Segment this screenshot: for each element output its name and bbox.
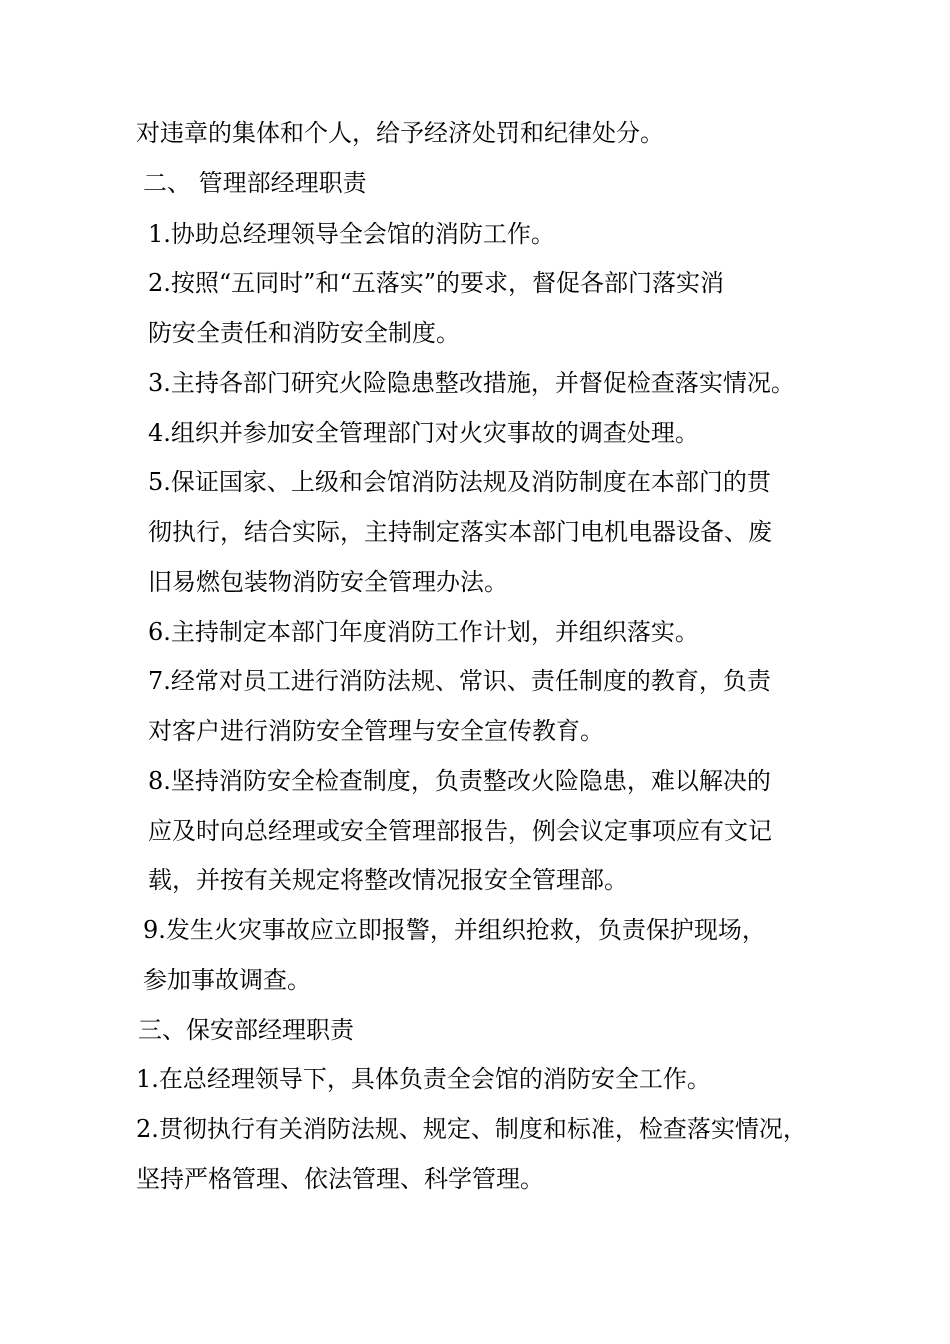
section-2-item-4: 4.组织并参加安全管理部门对火灾事故的调查处理。 xyxy=(148,419,699,447)
section-2-item-2-line-2: 防安全责任和消防安全制度。 xyxy=(148,319,460,347)
section-2-item-9-line-1: 9.发生火灾事故应立即报警，并组织抢救，负责保护现场， xyxy=(143,916,766,944)
section-2-item-8-line-1: 8.坚持消防安全检查制度，负责整改火险隐患，难以解决的 xyxy=(148,767,771,795)
section-3-item-1: 1.在总经理领导下，具体负责全会馆的消防安全工作。 xyxy=(136,1065,711,1093)
section-2-item-2-line-1: 2.按照“五同时”和“五落实”的要求，督促各部门落实消 xyxy=(148,269,724,297)
section-3-item-2-line-2: 坚持严格管理、依法管理、科学管理。 xyxy=(136,1165,544,1193)
section-2-item-8-line-3: 载，并按有关规定将整改情况报安全管理部。 xyxy=(148,866,628,894)
section-3-heading: 三、保安部经理职责 xyxy=(138,1016,354,1044)
section-2-item-6: 6.主持制定本部门年度消防工作计划，并组织落实。 xyxy=(148,618,699,646)
section-2-heading: 二、 管理部经理职责 xyxy=(143,169,367,197)
section-2-item-5-line-1: 5.保证国家、上级和会馆消防法规及消防制度在本部门的贯 xyxy=(148,468,771,496)
section-2-item-5-line-2: 彻执行，结合实际，主持制定落实本部门电机电器设备、废 xyxy=(148,518,772,546)
section-2-item-3: 3.主持各部门研究火险隐患整改措施，并督促检查落实情况。 xyxy=(148,369,795,397)
section-2-item-7-line-1: 7.经常对员工进行消防法规、常识、责任制度的教育，负责 xyxy=(148,667,771,695)
section-2-item-1: 1.协助总经理领导全会馆的消防工作。 xyxy=(148,220,555,248)
section-2-item-5-line-3: 旧易燃包装物消防安全管理办法。 xyxy=(148,568,508,596)
section-2-item-8-line-2: 应及时向总经理或安全管理部报告，例会议定事项应有文记 xyxy=(148,817,772,845)
intro-line: 对违章的集体和个人，给予经济处罚和纪律处分。 xyxy=(136,119,664,147)
section-3-item-2-line-1: 2.贯彻执行有关消防法规、规定、制度和标准，检查落实情况， xyxy=(136,1115,807,1143)
section-2-item-9-line-2: 参加事故调查。 xyxy=(143,966,311,994)
section-2-item-7-line-2: 对客户进行消防安全管理与安全宣传教育。 xyxy=(148,717,604,745)
